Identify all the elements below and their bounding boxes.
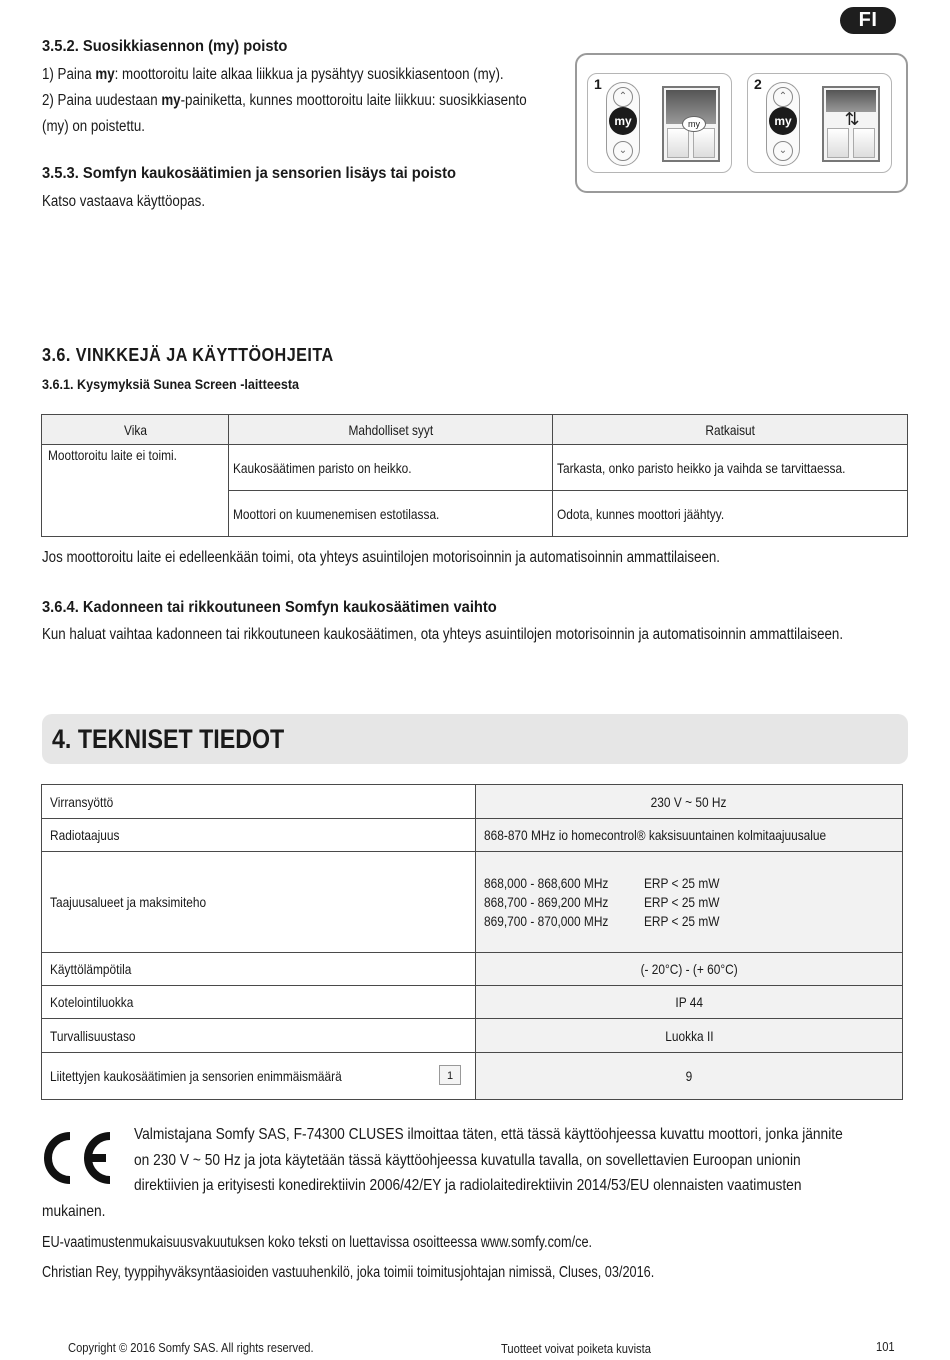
spec-value: 868-870 MHz io homecontrol® kaksisuuntainen kolmitaajuusalue xyxy=(476,819,903,852)
heading-3-5-3: 3.5.3. Somfyn kaukosäätimien ja sensorien lisäys tai poisto xyxy=(42,165,456,182)
footer-copyright: Copyright © 2016 Somfy SAS. All rights reserved. xyxy=(68,1340,314,1355)
spec-label: Virransyöttö xyxy=(42,785,476,819)
spec-label: Turvallisuustaso xyxy=(42,1019,476,1053)
cause-cell: Kaukosäätimen paristo on heikko. xyxy=(229,445,553,491)
band-row: 869,700 - 870,000 MHz ERP < 25 mW xyxy=(484,912,720,929)
up-arrow-icon: ⌃ xyxy=(613,87,633,107)
paragraph-3-5-2-step1: 1) Paina my: moottoroitu laite alkaa liikkua ja pysähtyy suosikkiasentoon (my). xyxy=(42,66,504,83)
footer-disclaimer: Tuotteet voivat poiketa kuvista xyxy=(501,1341,651,1356)
window-blind-icon xyxy=(662,86,720,162)
band-row: 868,000 - 868,600 MHz ERP < 25 mW xyxy=(484,874,720,891)
column-header-solutions: Ratkaisut xyxy=(553,415,908,445)
section-4-header xyxy=(42,714,908,764)
language-badge: FI xyxy=(840,7,896,34)
declaration-line-3: direktiivien ja erityisesti konedirektiivin 2006/42/EY ja radiolaitedirektiivin 2014/53/EU olennaisten vaatimusten xyxy=(134,1177,802,1194)
cause-cell: Moottori on kuumenemisen estotilassa. xyxy=(229,491,553,537)
remote-control-icon xyxy=(766,82,800,166)
heading-3-6-4: 3.6.4. Kadonneen tai rikkoutuneen Somfyn kaukosäätimen vaihto xyxy=(42,599,497,616)
spec-value: (- 20°C) - (+ 60°C) xyxy=(476,953,903,986)
down-arrow-icon: ⌄ xyxy=(613,141,633,161)
step-number-1: 1 xyxy=(594,76,602,92)
declaration-line-1: Valmistajana Somfy SAS, F-74300 CLUSES ilmoittaa täten, että tässä käyttöohjeessa kuvattu moottori, jonka jännite xyxy=(134,1126,843,1143)
up-arrow-icon: ⌃ xyxy=(773,87,793,107)
technical-data-table xyxy=(41,784,903,1100)
page-number: 101 xyxy=(876,1339,895,1354)
troubleshooting-table xyxy=(41,414,908,537)
spec-label: Käyttölämpötila xyxy=(42,953,476,986)
eu-declaration-text: EU-vaatimustenmukaisuusvakuutuksen koko teksti on luettavissa osoitteessa www.somfy.com/ce. xyxy=(42,1234,593,1251)
solution-cell: Odota, kunnes moottori jäähtyy. xyxy=(553,491,908,537)
column-header-fault: Vika xyxy=(42,415,229,445)
paragraph-3-6-4: Kun haluat vaihtaa kadonneen tai rikkoutuneen kaukosäätimen, ota yhteys asuintilojen motorisoinnin ja automatisoinnin ammattilaiseen. xyxy=(42,626,844,643)
band-row: 868,700 - 869,200 MHz ERP < 25 mW xyxy=(484,893,720,910)
solution-cell: Tarkasta, onko paristo heikko ja vaihda se tarvittaessa. xyxy=(553,445,908,491)
spec-value-bands xyxy=(476,852,903,953)
troubleshooting-note: Jos moottoroitu laite ei edelleenkään toimi, ota yhteys asuintilojen motorisoinnin ja automatisoinnin ammattilaiseen. xyxy=(42,549,720,566)
fault-cell: Moottoroitu laite ei toimi. xyxy=(42,445,229,537)
spec-label: Liitettyjen kaukosäätimien ja sensorien enimmäismäärä 1 xyxy=(42,1053,476,1100)
spec-value: IP 44 xyxy=(476,986,903,1019)
my-button-icon: my xyxy=(609,107,637,135)
paragraph-3-5-3: Katso vastaava käyttöopas. xyxy=(42,193,206,210)
heading-3-6-1: 3.6.1. Kysymyksiä Sunea Screen -laitteesta xyxy=(42,376,300,392)
spec-label: Radiotaajuus xyxy=(42,819,476,852)
paragraph-3-5-2-step2: 2) Paina uudestaan my-painiketta, kunnes moottoroitu laite liikkuu: suosikkiasento xyxy=(42,92,527,109)
signer-text: Christian Rey, tyyppihyväksyntäasioiden vastuuhenkilö, joka toimii toimitusjohtajan nimissä, Cluses, 03/2016. xyxy=(42,1264,655,1281)
step-number-2: 2 xyxy=(754,76,762,92)
illustration-step-1 xyxy=(587,73,732,173)
column-header-causes: Mahdolliset syyt xyxy=(229,415,553,445)
illustration-step-2 xyxy=(747,73,892,173)
heading-3-6: 3.6. VINKKEJÄ JA KÄYTTÖOHJEITA xyxy=(42,345,334,365)
ce-mark-icon xyxy=(40,1130,116,1186)
remote-illustration xyxy=(575,53,908,193)
spec-value: Luokka II xyxy=(476,1019,903,1053)
remote-control-icon xyxy=(606,82,640,166)
section-4-title: 4. TEKNISET TIEDOT xyxy=(52,724,285,754)
declaration-line-4: mukainen. xyxy=(42,1203,106,1220)
window-blind-icon xyxy=(822,86,880,162)
heading-3-5-2: 3.5.2. Suosikkiasennon (my) poisto xyxy=(42,38,288,55)
my-button-icon: my xyxy=(769,107,797,135)
up-down-arrows-icon: ⇅ xyxy=(844,109,860,129)
spec-value: 9 xyxy=(476,1053,903,1100)
my-position-bubble: my xyxy=(682,116,706,132)
spec-label: Taajuusalueet ja maksimiteho xyxy=(42,852,476,953)
spec-label: Kotelointiluokka xyxy=(42,986,476,1019)
declaration-line-2: on 230 V ~ 50 Hz ja jota käytetään tässä käyttöohjeessa kuvatulla tavalla, on sovellettavien Euroopan unionin xyxy=(134,1152,801,1169)
down-arrow-icon: ⌄ xyxy=(773,141,793,161)
max-devices-icon: 1 xyxy=(439,1065,461,1085)
paragraph-3-5-2-step2-cont: (my) on poistettu. xyxy=(42,118,145,135)
spec-value: 230 V ~ 50 Hz xyxy=(476,785,903,819)
